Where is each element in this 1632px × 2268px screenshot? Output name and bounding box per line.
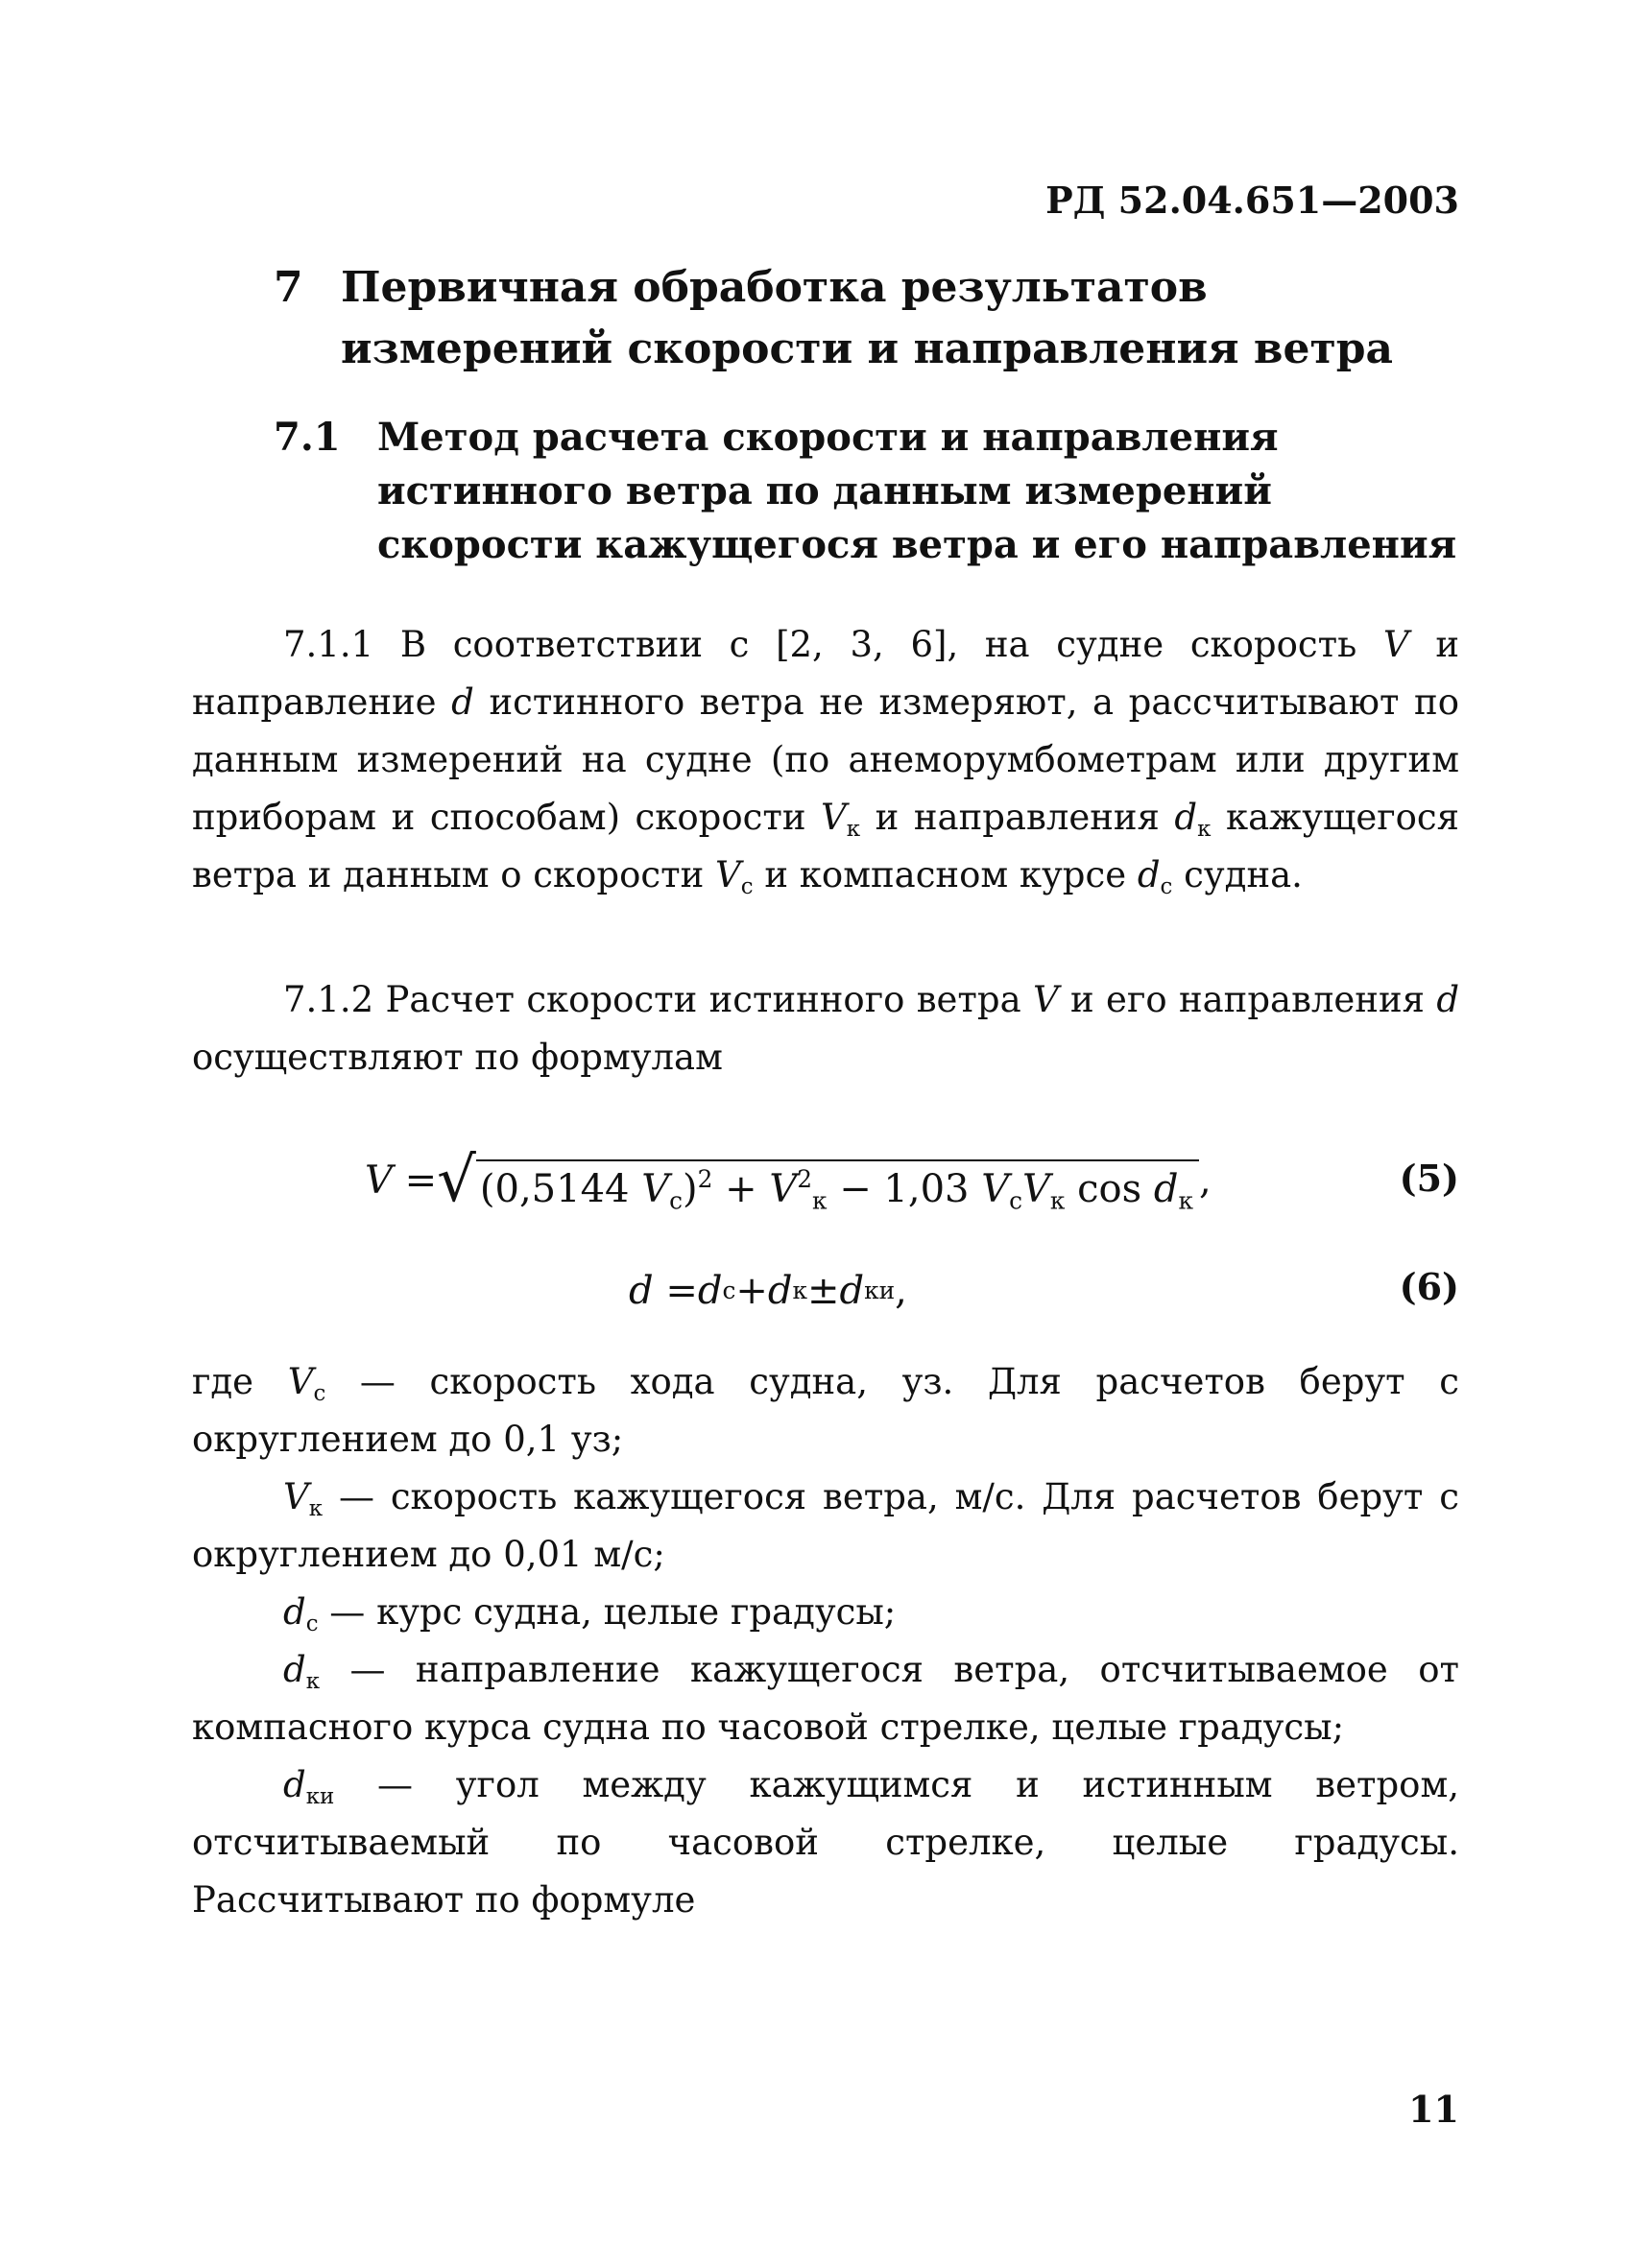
equation-number-6: (6) [1399,1265,1459,1308]
section-heading [274,257,1393,380]
square-root: √ (0,5144 $V_с)^2 + V^2_к - 1,03$ $V_сV_к$ $\cos d_к$ [437,1150,1199,1211]
definition-dk: $d_к$ — направление кажущегося ветра, отсчитываемое от компасного курса судна по часовой стрелке, целые градусы; [192,1649,1459,1748]
definition-vc: где $V_с$ — скорость хода судна, уз. Для расчетов берут с округлением до 0,1 уз; [192,1361,1459,1460]
formula-6: d = d с + d к ± d ки , [629,1269,907,1313]
subsection-number: 7.1 [274,415,341,460]
subsection-title-line1: Метод расчета скорости и направления [377,415,1279,460]
section-title-line1: Первичная обработка результатов [341,263,1208,312]
definition-vk: $V_к$ — скорость кажущегося ветра, м/с. Для расчетов берут с округлением до 0,01 м/с; [192,1476,1459,1575]
page-number: 11 [1408,2088,1459,2131]
paragraph-7-1-1: 7.1.1 В соответствии с [2, 3, 6], на судне скорость V и направление d истинного ветра не измеряют, а рассчитывают по данным измерений на судне (по анеморумбометрам или другим приборам и способам) скорости $V_к$ и направления $d_к$ кажущегося ветра и данным о скорости $V_с$ и компасном курсе $d_с$ судна. [192,624,1460,899]
radical-sign-icon: √ [437,1145,476,1216]
subsection-heading [274,411,1456,572]
formula-5: V = √ (0,5144 $V_с)^2 + V^2_к - 1,03$ $V_сV_к$ $\cos d_к$ , [365,1145,1212,1216]
variable-definitions [192,1353,1459,1929]
subsection-title-line3: скорости кажущегося ветра и его направления [377,522,1457,567]
paragraph-7-1-2: 7.1.2 Расчет скорости истинного ветра V и его направления d осуществляют по формулам [192,979,1459,1078]
equation-number-5: (5) [1399,1157,1459,1200]
definition-dc: $d_с$ — курс судна, целые градусы; [283,1591,897,1636]
subsection-title-line2: истинного ветра по данным измерений [377,468,1272,513]
definition-dki: $d_{ки}$ — угол между кажущимся и истинным ветром, отсчитываемый по часовой стрелке, целые градусы. Рассчитывают по формуле [192,1764,1459,1921]
section-title-line2: измерений скорости и направления ветра [341,324,1394,373]
document-code: РД 52.04.651—2003 [1045,179,1459,222]
section-number: 7 [274,263,303,312]
